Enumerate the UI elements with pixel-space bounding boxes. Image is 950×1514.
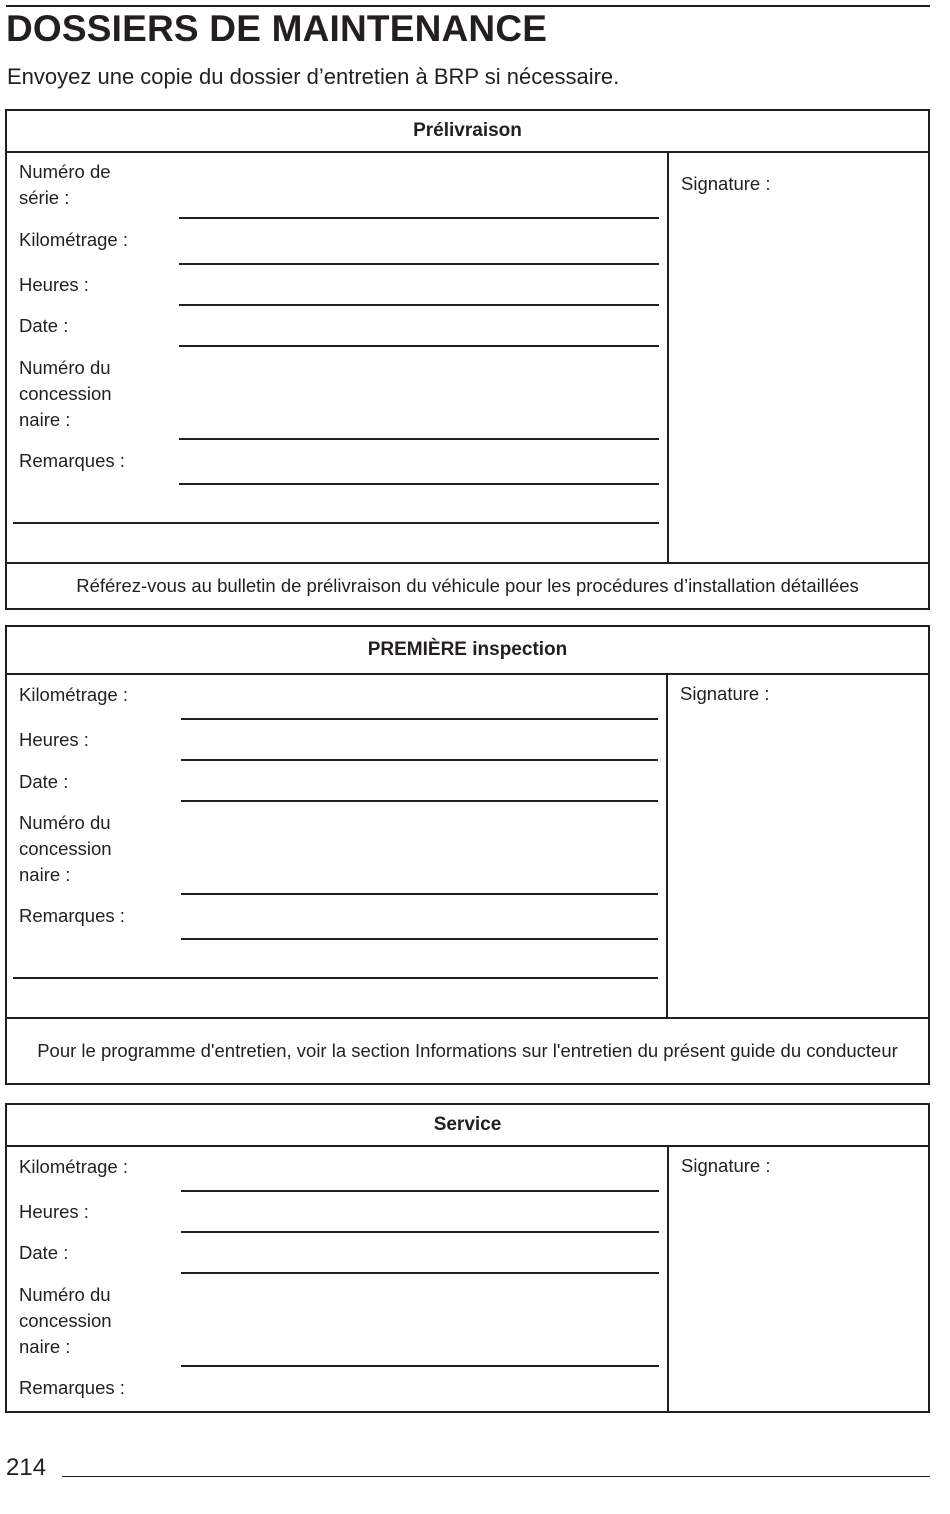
signature-label: Signature : — [681, 1155, 771, 1176]
prelivraison-note: Référez-vous au bulletin de prélivraison du véhicule pour les procédures d’installation détaillées — [7, 562, 928, 608]
mileage-label: Kilométrage : — [19, 1156, 128, 1177]
top-rule — [6, 5, 930, 7]
serial-field[interactable] — [179, 217, 659, 219]
hours-field[interactable] — [181, 1231, 659, 1233]
signature-label: Signature : — [680, 683, 770, 704]
dealer-label: Numéro du concession naire : — [19, 357, 112, 430]
prelivraison-heading: Prélivraison — [7, 111, 928, 153]
page-number: 214 — [6, 1454, 47, 1481]
remarks-label: Remarques : — [19, 450, 125, 471]
dealer-field[interactable] — [181, 1365, 659, 1367]
hours-field[interactable] — [181, 759, 658, 761]
service-heading: Service — [7, 1105, 928, 1147]
remarks-label: Remarques : — [19, 1377, 125, 1398]
mileage-label: Kilométrage : — [19, 684, 128, 705]
premiere-note: Pour le programme d'entretien, voir la section Informations sur l'entretien du présent guide du conducteur — [7, 1017, 928, 1083]
date-field[interactable] — [181, 1272, 659, 1274]
hours-label: Heures : — [19, 729, 89, 750]
mileage-label: Kilométrage : — [19, 229, 128, 250]
premiere-heading: PREMIÈRE inspection — [7, 627, 928, 675]
serial-label: Numéro de série : — [19, 161, 111, 208]
service-fields — [7, 1147, 928, 1411]
prelivraison-form — [5, 109, 930, 610]
dealer-field[interactable] — [181, 893, 658, 895]
remarks-label: Remarques : — [19, 905, 125, 926]
mileage-field[interactable] — [179, 263, 659, 265]
premiere-fields — [7, 675, 928, 1017]
hours-label: Heures : — [19, 274, 89, 295]
mileage-field[interactable] — [181, 718, 658, 720]
dealer-field[interactable] — [179, 438, 659, 440]
remarks-field-extra[interactable] — [13, 977, 658, 979]
column-divider — [667, 153, 669, 562]
date-label: Date : — [19, 771, 69, 792]
remarks-field-extra[interactable] — [13, 522, 659, 524]
service-form — [5, 1103, 930, 1413]
prelivraison-fields — [7, 153, 928, 562]
column-divider — [667, 1147, 669, 1411]
footer-rule — [62, 1476, 930, 1477]
page-subtitle: Envoyez une copie du dossier d’entretien à BRP si nécessaire. — [7, 64, 620, 89]
page-title: DOSSIERS DE MAINTENANCE — [6, 8, 548, 49]
date-field[interactable] — [181, 800, 658, 802]
date-field[interactable] — [179, 345, 659, 347]
column-divider — [666, 675, 668, 1017]
hours-label: Heures : — [19, 1201, 89, 1222]
remarks-field[interactable] — [179, 483, 659, 485]
hours-field[interactable] — [179, 304, 659, 306]
signature-label: Signature : — [681, 173, 771, 194]
date-label: Date : — [19, 1242, 69, 1263]
premiere-inspection-form — [5, 625, 930, 1085]
dealer-label: Numéro du concession naire : — [19, 812, 112, 885]
remarks-field[interactable] — [181, 938, 658, 940]
dealer-label: Numéro du concession naire : — [19, 1284, 112, 1357]
date-label: Date : — [19, 315, 69, 336]
mileage-field[interactable] — [181, 1190, 659, 1192]
